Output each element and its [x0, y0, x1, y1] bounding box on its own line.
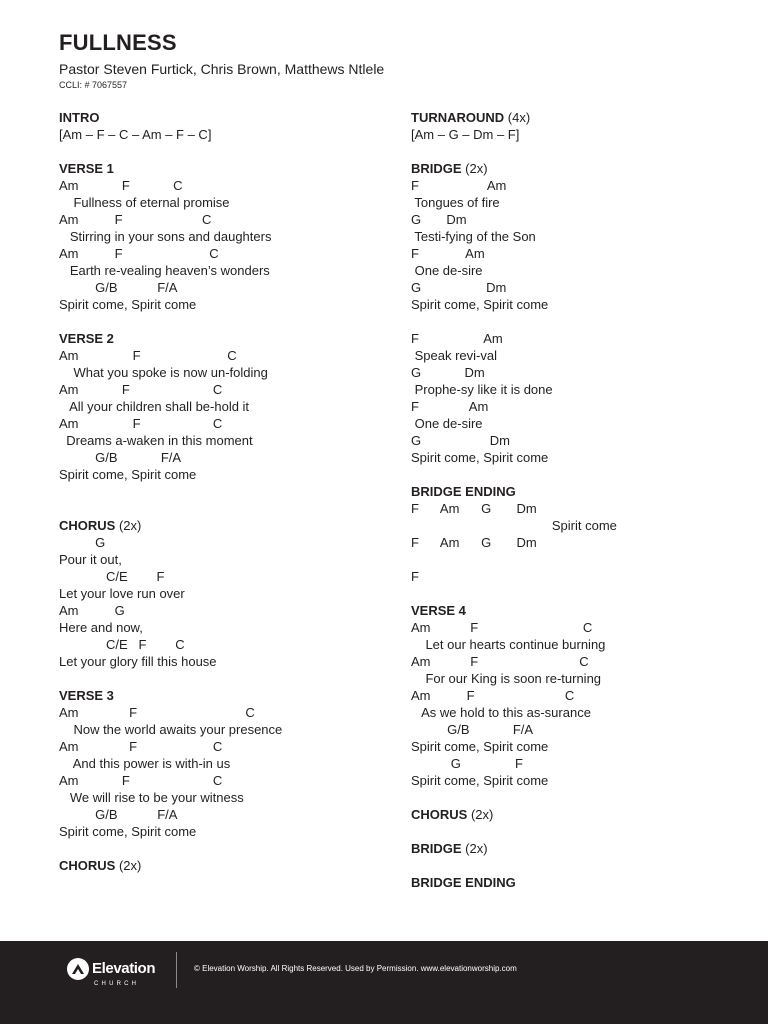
section-heading: [411, 840, 741, 857]
section-heading-label: VERSE 1: [59, 161, 114, 176]
lyric-line: Spirit come, Spirit come: [59, 824, 197, 839]
lyric-line: Here and now,: [59, 620, 143, 635]
lyric-line: F Am G Dm: [411, 535, 537, 550]
lyric-line: Fullness of eternal promise: [59, 195, 230, 210]
section-heading: [59, 109, 389, 126]
lyric-line: Now the world awaits your presence: [59, 722, 283, 737]
lyric-line: As we hold to this as-surance: [411, 705, 591, 720]
song-section: [59, 517, 389, 670]
section-heading: [411, 806, 741, 823]
song-section: [59, 857, 389, 874]
lyric-line: Am F C: [59, 705, 255, 720]
footer-bar: [0, 941, 768, 1024]
lyric-line: F Am: [411, 331, 503, 346]
copyright-text: © Elevation Worship. All Rights Reserved. Used by Permission. www.elevationworship.com: [194, 964, 517, 973]
section-heading: [59, 687, 389, 704]
lyric-line: Am F C: [411, 620, 593, 635]
lyric-line: Dreams a-waken in this moment: [59, 433, 253, 448]
lyric-line: Spirit come, Spirit come: [411, 297, 549, 312]
lyric-line: Spirit come, Spirit come: [59, 297, 197, 312]
song-section: [411, 109, 741, 143]
lyric-line: Earth re-vealing heaven’s wonders: [59, 263, 270, 278]
song-section: [411, 602, 741, 789]
lyric-line: Pour it out,: [59, 552, 122, 567]
lyric-line: Am F C: [59, 178, 183, 193]
song-section: [59, 160, 389, 313]
lyric-line: What you spoke is now un-folding: [59, 365, 268, 380]
lyric-line: Am F C: [411, 654, 589, 669]
song-section: [411, 874, 741, 891]
song-title: FULLNESS: [59, 30, 177, 55]
lyric-line: [Am – G – Dm – F]: [411, 127, 520, 142]
lyric-line: Am F C: [59, 739, 223, 754]
lyric-line: We will rise to be your witness: [59, 790, 244, 805]
lyric-line: For our King is soon re-turning: [411, 671, 602, 686]
lyric-line: G/B F/A: [59, 807, 178, 822]
lyric-line: Prophe-sy like it is done: [411, 382, 553, 397]
lyric-line: G Dm: [411, 280, 507, 295]
lyric-line: Spirit come, Spirit come: [411, 773, 549, 788]
section-heading-label: TURNAROUND: [411, 110, 505, 125]
section-heading-label: VERSE 4: [411, 603, 466, 618]
lyric-line: Spirit come, Spirit come: [59, 467, 197, 482]
lyric-line: Am F C: [59, 416, 223, 431]
section-repeat-count: (2x): [115, 518, 142, 533]
lyric-line: Am F C: [59, 246, 219, 261]
lyric-line: Am F C: [411, 688, 575, 703]
section-heading-label: VERSE 2: [59, 331, 114, 346]
lyric-line: Speak revi-val: [411, 348, 497, 363]
section-repeat-count: (2x): [115, 858, 142, 873]
lyric-line: Am F C: [59, 773, 223, 788]
section-heading: [59, 517, 389, 534]
lyric-line: Spirit come, Spirit come: [411, 450, 549, 465]
lyric-line: F Am: [411, 246, 485, 261]
lyric-line: [411, 551, 741, 568]
song-section: [411, 806, 741, 823]
song-section: [411, 840, 741, 857]
song-section: [411, 160, 741, 313]
lyric-line: Spirit come, Spirit come: [411, 739, 549, 754]
song-section: [59, 109, 389, 143]
lyric-line: F Am G Dm: [411, 501, 537, 516]
right-column: [411, 109, 741, 908]
section-heading-label: BRIDGE ENDING: [411, 484, 516, 499]
section-heading: [411, 160, 741, 177]
lyric-line: G F: [411, 756, 523, 771]
lyric-line: Spirit come: [411, 518, 617, 533]
section-heading-label: VERSE 3: [59, 688, 114, 703]
song-section: [59, 330, 389, 500]
logo-subtext: CHURCH: [94, 981, 140, 987]
song-section: [411, 330, 741, 466]
lyric-line: Stirring in your sons and daughters: [59, 229, 272, 244]
lyric-line: G/B F/A: [411, 722, 534, 737]
song-section: [59, 687, 389, 840]
lyric-line: [59, 483, 389, 500]
lyric-line: C/E F: [59, 569, 165, 584]
section-heading-label: BRIDGE ENDING: [411, 875, 516, 890]
lyric-line: Let our hearts continue burning: [411, 637, 606, 652]
lyric-line: F Am: [411, 399, 489, 414]
lyric-line: G Dm: [411, 433, 510, 448]
lyric-line: All your children shall be-hold it: [59, 399, 250, 414]
section-heading: [411, 483, 741, 500]
lyric-line: Am F C: [59, 382, 223, 397]
lyric-line: Am G: [59, 603, 125, 618]
lyric-line: G: [59, 535, 106, 550]
section-repeat-count: (4x): [504, 110, 531, 125]
lyric-line: Tongues of fire: [411, 195, 500, 210]
song-authors: Pastor Steven Furtick, Chris Brown, Matthews Ntlele: [59, 61, 385, 77]
lyric-line: F Am: [411, 178, 507, 193]
lyric-line: C/E F C: [59, 637, 185, 652]
section-repeat-count: (2x): [467, 807, 494, 822]
lyric-line: Am F C: [59, 212, 212, 227]
logo-wordmark: Elevation: [92, 960, 156, 977]
elevation-logo: [67, 958, 167, 994]
section-heading: [59, 857, 389, 874]
section-heading: [411, 109, 741, 126]
lyric-line: Am F C: [59, 348, 237, 363]
lyric-line: G/B F/A: [59, 280, 178, 295]
section-repeat-count: (2x): [461, 841, 488, 856]
footer-divider: [176, 952, 177, 988]
lyric-line: One de-sire: [411, 263, 483, 278]
ccli-number: CCLI: # 7067557: [59, 80, 128, 90]
elevation-mountain-icon: [67, 958, 89, 980]
section-heading: [411, 602, 741, 619]
lyric-line: G/B F/A: [59, 450, 182, 465]
section-heading-label: BRIDGE: [411, 161, 462, 176]
lyric-line: One de-sire: [411, 416, 483, 431]
section-heading: [59, 330, 389, 347]
lyric-line: Let your love run over: [59, 586, 185, 601]
lyric-line: Let your glory fill this house: [59, 654, 217, 669]
section-heading-label: CHORUS: [411, 807, 468, 822]
lyric-line: F: [411, 569, 419, 584]
lyric-line: Testi-fying of the Son: [411, 229, 536, 244]
section-repeat-count: (2x): [461, 161, 488, 176]
lyric-line: And this power is with-in us: [59, 756, 231, 771]
song-section: [411, 483, 741, 585]
section-heading-label: INTRO: [59, 110, 100, 125]
section-heading-label: BRIDGE: [411, 841, 462, 856]
section-heading-label: CHORUS: [59, 518, 116, 533]
left-column: [59, 109, 389, 891]
section-heading: [411, 874, 741, 891]
lyric-line: [Am – F – C – Am – F – C]: [59, 127, 212, 142]
section-heading-label: CHORUS: [59, 858, 116, 873]
lyric-line: G Dm: [411, 365, 485, 380]
lyric-line: G Dm: [411, 212, 467, 227]
section-heading: [59, 160, 389, 177]
